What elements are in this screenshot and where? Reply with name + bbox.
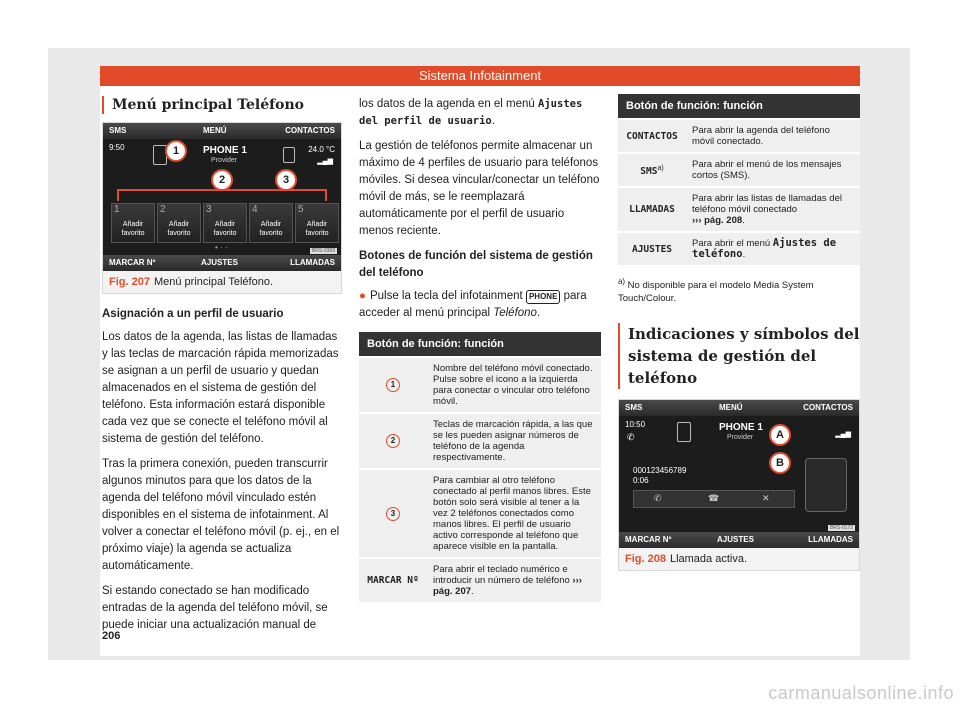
screen-menu-label: MENÚ (719, 403, 743, 413)
screen-calls-label: LLAMADAS (808, 535, 853, 545)
function-key: MARCAR Nº (367, 575, 419, 586)
screen-contacts-label: CONTACTOS (285, 126, 335, 135)
figure-code: BRS-0172 (829, 525, 853, 532)
paragraph: Los datos de la agenda, las listas de llamadas y las teclas de marcación rápida memorizadas se asignan a un perfil de usuario y quedan almacenados en el sistema de gestión del teléfono. Esta información estará disponible cada vez que se conecte el teléfono móvil al sistema de gestión del teléfono. (102, 331, 339, 445)
paragraph: La gestión de teléfonos permite almacenar un máximo de 4 perfiles de usuario para teléfonos móviles. Si desea vincular/conectar un teléfono móvil de más, se le reemplazará automáticamente por el perfil de usuario menos reciente. (359, 140, 600, 237)
speed-dial-tile (157, 203, 201, 243)
screen-dial-label: MARCAR Nº (109, 258, 156, 267)
instruction-bullet (359, 288, 601, 322)
table-row (618, 154, 860, 186)
column-2 (359, 96, 601, 604)
screen-contacts-label: CONTACTOS (803, 403, 853, 413)
screen-settings-label: AJUSTES (201, 258, 238, 267)
watermark: carmanualsonline.info (768, 683, 954, 703)
table-row (359, 358, 601, 412)
screen-menu-label: MENÚ (203, 126, 227, 135)
figure-caption (619, 548, 859, 566)
table-header: Botón de función: función (359, 332, 601, 356)
menu-path: Ajustes de teléfono (692, 237, 837, 260)
text: Para abrir las listas de llamadas del teléfono móvil conectado (692, 193, 842, 215)
callout-2: 2 (211, 169, 233, 191)
screen-calls-label: LLAMADAS (290, 258, 335, 267)
tile-label: Añadir favorito (259, 221, 283, 237)
callout-badge: 3 (386, 507, 400, 521)
text: Pulse la tecla del infotainment (369, 290, 523, 302)
signal-icon: ▂▄▆ (317, 158, 333, 165)
menu-path: Ajustes del perfil de usuario (359, 98, 583, 127)
screen-top-bar (619, 400, 859, 416)
text: Para abrir el menú (692, 238, 771, 249)
screen-bottom-bar (619, 532, 859, 548)
paragraph: Si estando conectado se han modificado entradas de la agenda del teléfono móvil, se puede iniciar una actualización manual de (102, 585, 328, 631)
callout-1: 1 (165, 140, 187, 162)
callout-badge: 1 (386, 378, 400, 392)
figure-number: Fig. 208 (625, 553, 666, 566)
footnote (618, 275, 860, 305)
table-cell: Para abrir el menú Ajustes de teléfono. (686, 233, 860, 265)
phone-icon (677, 422, 691, 442)
screen-time: 9:50 (109, 143, 125, 152)
call-handset-icon: ✆ (627, 432, 635, 443)
screen-sms-label: SMS (625, 403, 643, 413)
tile-number: 1 (114, 204, 120, 215)
tile-label: Añadir favorito (213, 221, 237, 237)
figure-caption-text: Menú principal Teléfono. (153, 276, 274, 288)
tile-number: 4 (252, 204, 258, 215)
menu-name: Teléfono (493, 307, 537, 319)
speed-dial-tile (111, 203, 155, 243)
screen-phone-name: PHONE 1 (719, 422, 763, 434)
call-number: 000123456789 (633, 466, 687, 476)
table-cell: Teclas de marcación rápida, a las que se les pueden asignar números de teléfono de la agenda respectivamente. (427, 414, 601, 468)
table-header: Botón de función: función (618, 94, 860, 118)
table-row (359, 470, 601, 557)
subhead-user-profile: Asignación a un perfil de usuario (102, 308, 284, 320)
figure-number: Fig. 207 (109, 276, 150, 288)
text: . (536, 307, 541, 319)
callout-a: A (769, 424, 791, 446)
phone-key-icon: PHONE (526, 290, 560, 304)
footnote-marker: a) (618, 277, 626, 286)
table-cell: Para abrir la agenda del teléfono móvil conectado. (686, 120, 860, 152)
handsfree-icon: ✆ (654, 493, 662, 504)
tile-number: 5 (298, 204, 304, 215)
subhead-function-buttons: Botones de función del sistema de gestión del teléfono (359, 250, 593, 279)
tile-label: Añadir favorito (167, 221, 191, 237)
hang-up-icon: ☎ (708, 493, 720, 504)
page-reference: ››› pág. 208 (692, 215, 743, 226)
chapter-header: Sistema Infotainment (100, 66, 860, 86)
table-row (359, 559, 601, 602)
table-row (618, 233, 860, 265)
page-reference: ››› pág. 207 (433, 575, 582, 597)
mute-icon: ✕ (762, 493, 770, 504)
screen-time: 10:50 (625, 420, 646, 430)
footnote-text: No disponible para el modelo Media System Touch/Colour. (618, 280, 814, 305)
figure-208 (618, 399, 860, 571)
screen-provider: Provider (211, 157, 238, 164)
screen-temperature: 24.0 °C (308, 145, 335, 154)
signal-icon: ▂▄▆ (835, 431, 851, 439)
table-cell: Para abrir el menú de los mensajes cortos (SMS). (686, 154, 860, 186)
function-key: CONTACTOS (626, 130, 678, 142)
callout-b: B (769, 452, 791, 474)
second-phone-icon (283, 147, 295, 163)
page-number: 206 (102, 630, 121, 642)
function-table (359, 330, 601, 604)
function-table (618, 92, 860, 267)
contact-avatar (805, 458, 847, 512)
screen-bottom-bar (103, 255, 341, 271)
text: . (491, 115, 495, 127)
table-cell: Para abrir las listas de llamadas del teléfono móvil conectado ››› pág. 208. (686, 188, 860, 231)
speed-dial-tile (203, 203, 247, 243)
figure-code: BRS-0368 (311, 248, 335, 254)
section-title-menu: Menú principal Teléfono (102, 96, 342, 114)
section-title-indicators: Indicaciones y símbolos del sistema de gestión del teléfono (618, 323, 860, 389)
callout-badge: 2 (386, 434, 400, 448)
tile-label: Añadir favorito (121, 221, 145, 237)
table-row (359, 414, 601, 468)
screen-dial-label: MARCAR Nº (625, 535, 672, 545)
tile-number: 2 (160, 204, 166, 215)
page-dots-icon: • · · (215, 243, 228, 252)
tile-number: 3 (206, 204, 212, 215)
column-1 (102, 96, 342, 642)
paragraph (359, 96, 601, 130)
text: los datos de la agenda en el menú (359, 98, 535, 110)
screen-top-bar (103, 123, 341, 139)
table-cell (427, 559, 601, 602)
callout-3: 3 (275, 169, 297, 191)
screen-settings-label: AJUSTES (717, 535, 754, 545)
footnote-marker: a) (657, 164, 664, 172)
text: . (471, 586, 474, 597)
screen-provider: Provider (727, 434, 754, 442)
screen-phone-name: PHONE 1 (203, 145, 247, 156)
phone-menu-screenshot (103, 123, 341, 271)
column-3 (618, 96, 860, 571)
function-key: LLAMADAS (629, 204, 675, 215)
paragraph: Tras la primera conexión, pueden transcurrir algunos minutos para que los datos de la agenda del teléfono móvil vinculado estén disponibles en el sistema de infotainment. Al volver a conectar el teléfono móvil (p. ej., en el próximo viaje) la agenda se actualiza automáticamente. (102, 458, 340, 572)
figure-caption (103, 271, 341, 289)
figure-caption-text: Llamada activa. (669, 553, 748, 566)
table-cell: Para cambiar al otro teléfono conectado al perfil manos libres. Este botón solo será visible al tener a la vez 2 teléfonos conectados como manos libres. El perfil de usuario activo corresponde al teléfono que aparece visible en la pantalla. (427, 470, 601, 557)
callout-2-bracket (117, 189, 327, 201)
speed-dial-tile (295, 203, 339, 243)
call-controls (633, 490, 795, 508)
tile-label: Añadir favorito (305, 221, 329, 237)
function-key: AJUSTES (631, 243, 673, 255)
table-row (618, 120, 860, 152)
table-row (618, 188, 860, 231)
call-duration: 0:06 (633, 476, 649, 486)
function-key: SMS (640, 166, 658, 178)
screen-sms-label: SMS (109, 126, 127, 135)
figure-207 (102, 122, 342, 294)
text: Para abrir el teclado numérico e introducir un número de teléfono (433, 564, 570, 586)
active-call-screenshot (619, 400, 859, 548)
table-cell: Nombre del teléfono móvil conectado. Pulse sobre el icono a la izquierda para conectar o vincular otro teléfono móvil. (427, 358, 601, 412)
text: para acceder al menú principal (359, 290, 587, 319)
speed-dial-tile (249, 203, 293, 243)
bullet-icon: ● (359, 290, 366, 302)
